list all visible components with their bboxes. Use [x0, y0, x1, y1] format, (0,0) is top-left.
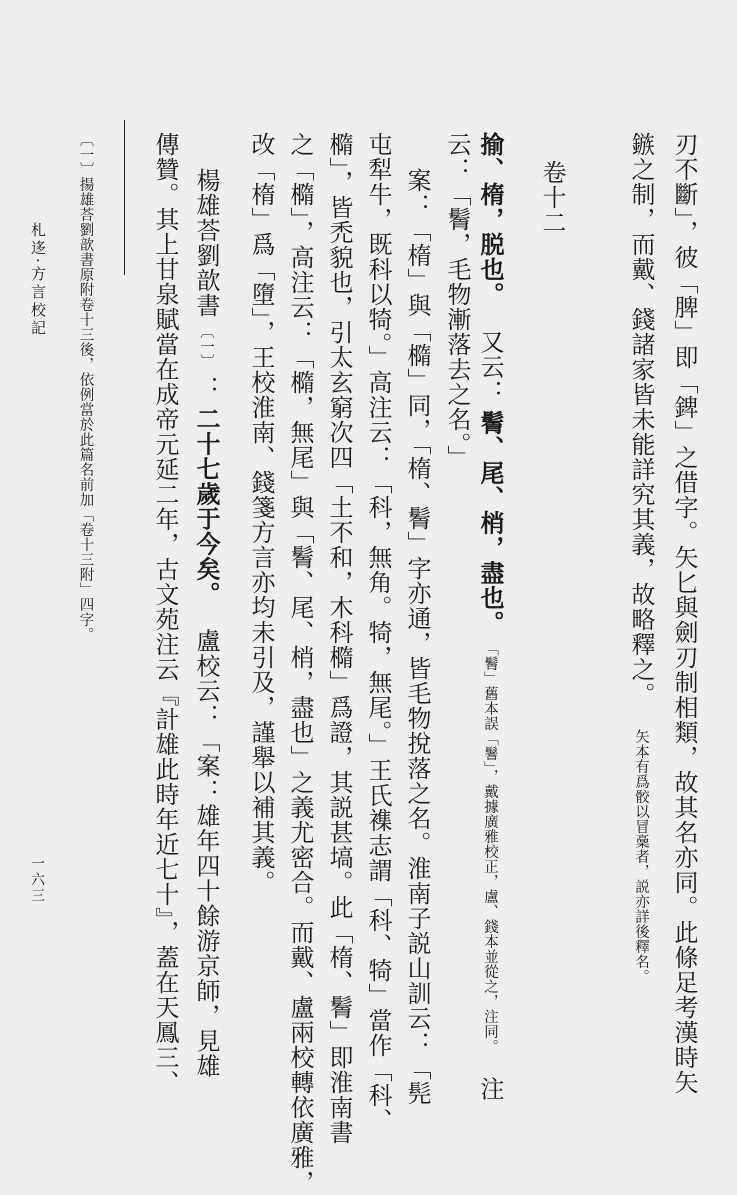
text-column-2 — [629, 132, 653, 984]
headword-3: 二十七歲于今矣。 — [192, 406, 221, 607]
footnote-rule — [124, 120, 125, 275]
text-column-5: 云：「鬌，毛物漸落去之名。」 — [443, 132, 471, 470]
headword-1: 揄、楕，脱也。 — [476, 132, 505, 307]
text-column-10: 改「楕」爲「墮」，王校淮南、錢箋方言亦均未引及，謹舉以補其義。 — [247, 132, 275, 895]
column-4-tail: 注 — [476, 1076, 504, 1102]
text-column-1: 刃不斷」，彼「脾」即「錍」之借字。矢匕與劍刃制相類，故其名亦同。此條足考漢時矢 — [670, 132, 698, 1095]
column-4-note: 「鬌」舊本誤「鬐」，戴據廣雅校正，盧、錢本並從之，注同。 — [482, 641, 498, 1055]
running-head: 札迻·方言校記 — [29, 222, 47, 338]
column-2-note: 矢本有爲骹以冒稾者，説亦詳後釋名。 — [633, 729, 649, 985]
column-11-text: 盧校云：「案：雄年四十餘游京師，見雄 — [192, 628, 220, 1079]
column-4-text: 又云： — [476, 329, 504, 405]
section-title: 楊雄荅劉歆書 — [192, 168, 220, 318]
text-column-8: 橢」，皆禿貌也，引太玄窮次四「土不和，木科橢」爲證，其説甚塙。此「楕、鬌」即淮南書 — [325, 132, 353, 1145]
column-2-text: 鏃之制，而戴、錢諸家皆未能詳究其義，故略釋之。 — [627, 132, 655, 707]
footnote: 〔一〕揚雄荅劉歆書原附卷十三後，依例當於此篇名前加「卷十三附」四字。 — [77, 132, 94, 642]
text-column-11 — [192, 168, 221, 1079]
text-column-4 — [476, 132, 505, 1102]
text-column-6: 案：「楕」與「橢」同，「楕、鬌」字亦通，皆毛物挩落之名。淮南子説山訓云：「髡 — [403, 168, 431, 1106]
text-column-7: 屯犁牛，既科以犄。」高注云：「科，無角。犄，無尾。」王氏襍志謂「科、犄」當作「科、 — [364, 132, 392, 1133]
colon: ： — [192, 375, 220, 401]
page-number: 一六三 — [29, 856, 45, 904]
text-column-9: 之「橢」，高注云：「橢，無尾」與「鬌、尾、梢，盡也」之義尤密合。而戴、盧兩校轉依廣雅， — [286, 132, 314, 1195]
headword-2: 鬌、尾、梢，盡也。 — [476, 410, 505, 636]
volume-heading: 卷十二 — [538, 160, 566, 235]
text-column-12: 傳贊。其上甘泉賦當在成帝元延二年，古文苑注云『計雄此時年近七十』，蓋在天鳳三、 — [151, 132, 179, 1095]
footnote-marker: 〔一〕 — [198, 324, 214, 370]
